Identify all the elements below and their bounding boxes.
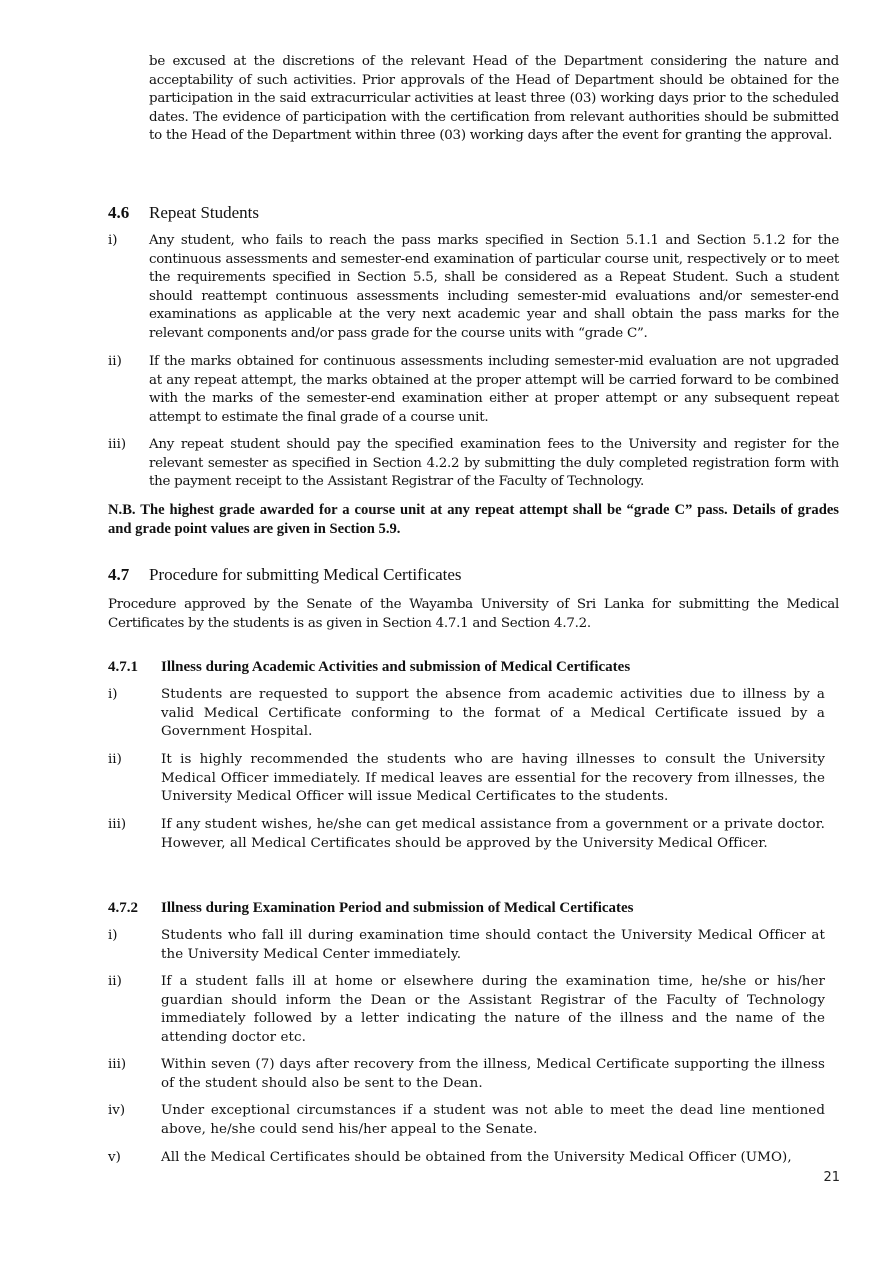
list-item-text: All the Medical Certificates should be obtained from the University Medical Officer (UMO), — [161, 1150, 792, 1165]
subsection-title: Illness during Examination Period and submission of Medical Certificates — [161, 900, 634, 916]
list-item-text: Students are requested to support the absence from academic activities due to illness by a valid Medical Certificate conforming to the format of a Medical Certificate issued by a Government Hospital. — [161, 687, 825, 740]
list-marker: iii) — [108, 1057, 127, 1072]
list-marker: i) — [108, 687, 118, 702]
list-marker: i) — [108, 233, 118, 248]
subsection-number: 4.7.2 — [108, 900, 138, 916]
list-item-text: It is highly recommended the students who are having illnesses to consult the University Medical Officer immediately. If medical leaves are essential for the recovery from illnesses, the University Medical Officer will issue Medical Certificates to the students. — [161, 752, 825, 805]
list-marker: i) — [108, 928, 118, 943]
note-paragraph: N.B. The highest grade awarded for a course unit at any repeat attempt shall be “grade C” pass. Details of grades and grade point values are given in Section 5.9. — [108, 502, 839, 537]
list-item-text: If the marks obtained for continuous assessments including semester-mid evaluation are not upgraded at any repeat attempt, the marks obtained at the proper attempt will be carried forward to be combined with the marks of the semester-end examination either at proper attempt or any subsequent repeat attempt to estimate the final grade of a course unit. — [149, 354, 839, 425]
section-number: 4.7 — [108, 565, 130, 584]
list-marker: ii) — [108, 752, 122, 767]
page-number: 21 — [823, 1170, 840, 1185]
continuation-paragraph: be excused at the discretions of the relevant Head of the Department considering the nature and acceptability of such activities. Prior approvals of the Head of Department should be obtained for the participation in the said extracurricular activities at least three (03) working days prior to the scheduled dates. The evidence of participation with the certification from relevant authorities should be submitted to the Head of the Department within three (03) working days after the event for granting the approval. — [149, 54, 839, 144]
list-item-text: Students who fall ill during examination time should contact the University Medical Officer at the University Medical Center immediately. — [161, 928, 825, 962]
list-item-text: If any student wishes, he/she can get medical assistance from a government or a private doctor. However, all Medical Certificates should be approved by the University Medical Officer. — [161, 817, 825, 851]
section-intro: Procedure approved by the Senate of the Wayamba University of Sri Lanka for submitting the Medical Certificates by the students is as given in Section 4.7.1 and Section 4.7.2. — [108, 597, 839, 631]
list-item-text: Any repeat student should pay the specified examination fees to the University and register for the relevant semester as specified in Section 4.2.2 by submitting the duly completed registration form with the payment receipt to the Assistant Registrar of the Faculty of Technology. — [149, 437, 839, 490]
list-marker: iii) — [108, 817, 127, 832]
subsection-number: 4.7.1 — [108, 659, 138, 675]
list-item-text: If a student falls ill at home or elsewhere during the examination time, he/she or his/her guardian should inform the Dean or the Assistant Registrar of the Faculty of Technology immediately followed by a letter indicating the nature of the illness and the name of the attending doctor etc. — [161, 974, 825, 1045]
section-title: Procedure for submitting Medical Certificates — [149, 565, 462, 584]
list-marker: iv) — [108, 1103, 126, 1118]
list-item-text: Within seven (7) days after recovery from the illness, Medical Certificate supporting the illness of the student should also be sent to the Dean. — [161, 1057, 825, 1091]
list-marker: v) — [108, 1150, 121, 1165]
list-item-text: Any student, who fails to reach the pass marks specified in Section 5.1.1 and Section 5.1.2 for the continuous assessments and semester-end examination of particular course unit, respectively or to meet the requirements specified in Section 5.5, shall be considered as a Repeat Student. Such a student should reattempt continuous assessments including semester-mid evaluations and/or semester-end examinations as applicable at the very next academic year and shall obtain the pass marks for the relevant components and/or pass grade for the course units with “grade C”. — [149, 233, 839, 341]
list-marker: ii) — [108, 354, 122, 369]
section-number: 4.6 — [108, 203, 130, 222]
list-marker: ii) — [108, 974, 122, 989]
list-marker: iii) — [108, 437, 127, 452]
subsection-title: Illness during Academic Activities and submission of Medical Certificates — [161, 659, 631, 675]
section-title: Repeat Students — [149, 203, 260, 222]
list-item-text: Under exceptional circumstances if a student was not able to meet the dead line mentioned above, he/she could send his/her appeal to the Senate. — [161, 1103, 825, 1137]
